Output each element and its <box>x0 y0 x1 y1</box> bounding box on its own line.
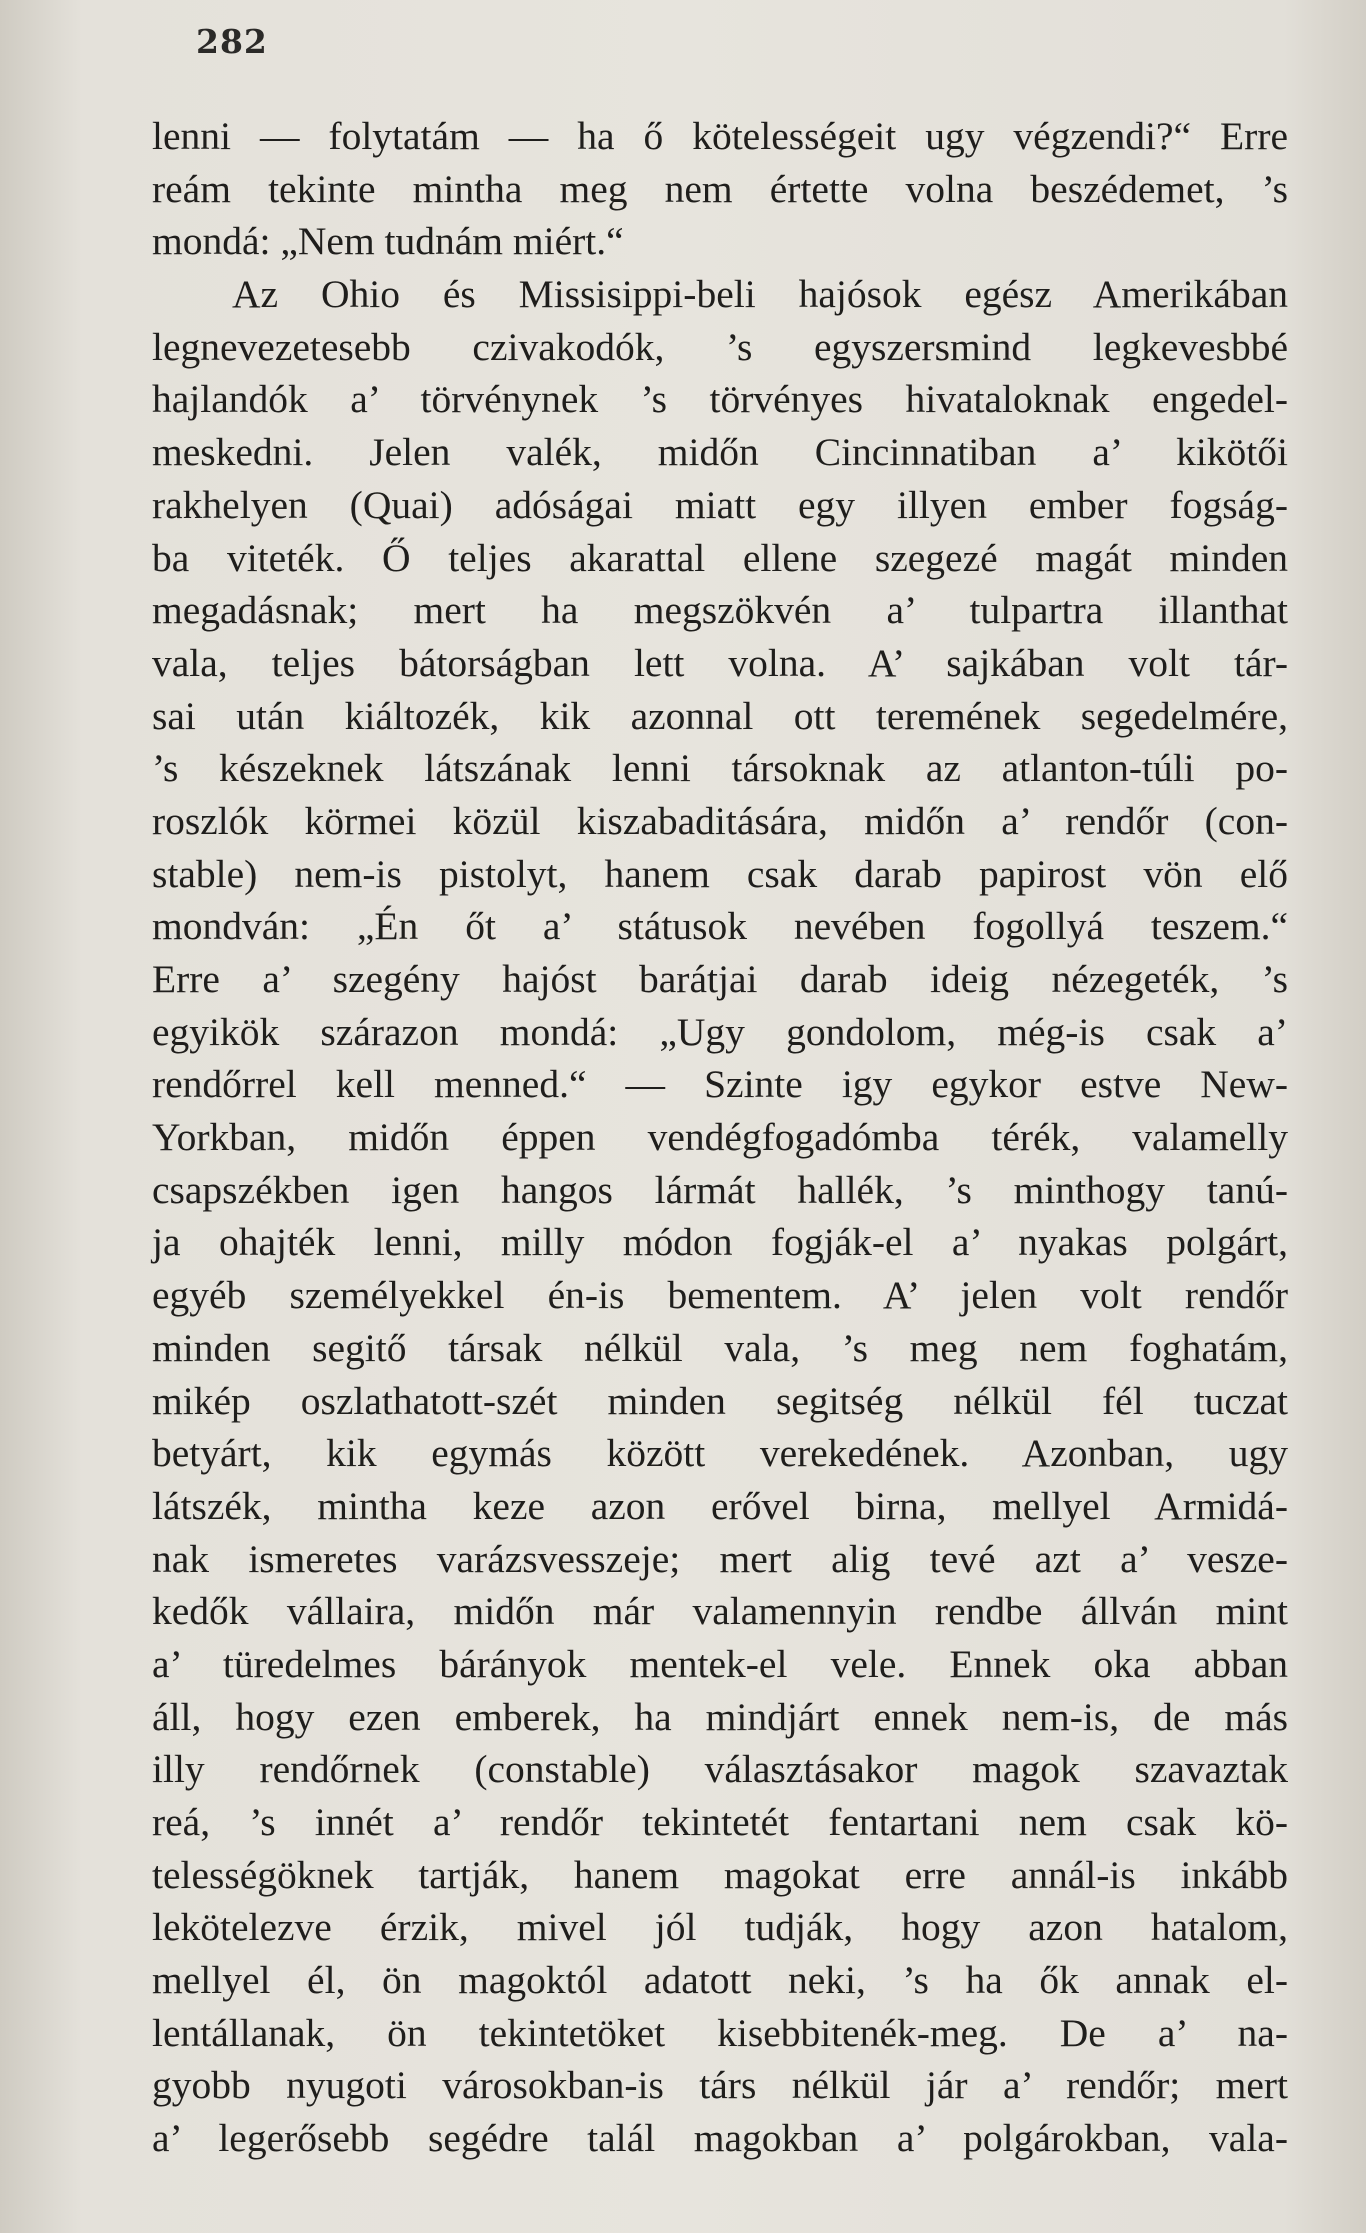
text-line: rakhelyen (Quai) adóságai miatt egy illyen ember fogság- <box>152 482 1288 527</box>
text-line: vala, teljes bátorságban lett volna. A’ sajkában volt tár- <box>152 640 1288 685</box>
body-text <box>152 110 1288 2165</box>
text-line: hajlandók a’ törvénynek ’s törvényes hivataloknak engedel- <box>152 377 1288 422</box>
text-line: roszlók körmei közül kiszabaditására, midőn a’ rendőr (con- <box>152 798 1288 843</box>
text-line: telességöknek tartják, hanem magokat erre annál-is inkább <box>152 1852 1288 1897</box>
text-line: látszék, mintha keze azon erővel birna, mellyel Armidá- <box>152 1483 1288 1528</box>
text-line: minden segitő társak nélkül vala, ’s meg nem foghatám, <box>152 1325 1288 1370</box>
text-line: stable) nem-is pistolyt, hanem csak darab papirost vön elő <box>152 851 1288 896</box>
text-line: illy rendőrnek (constable) választásakor magok szavaztak <box>152 1747 1288 1792</box>
text-line: kedők vállaira, midőn már valamennyin rendbe állván mint <box>152 1589 1288 1634</box>
text-line: lenni — folytatám — ha ő kötelességeit ugy végzendi?“ Erre <box>152 114 1288 158</box>
text-line: egyikök szárazon mondá: „Ugy gondolom, még-is csak a’ <box>152 1009 1288 1054</box>
text-line: reá, ’s innét a’ rendőr tekintetét fentartani nem csak kö- <box>152 1800 1288 1844</box>
text-line: csapszékben igen hangos lármát hallék, ’s minthogy tanú- <box>152 1167 1288 1212</box>
text-line: mellyel él, ön magoktól adatott neki, ’s ha ők annak el- <box>152 1958 1288 2003</box>
text-line: rendőrrel kell menned.“ — Szinte igy egykor estve New- <box>152 1062 1288 1107</box>
text-line: Erre a’ szegény hajóst barátjai darab ideig nézegeték, ’s <box>152 957 1288 1001</box>
text-line: lentállanak, ön tekintetöket kisebbitenék-meg. De a’ na- <box>152 2010 1288 2055</box>
text-line: Az Ohio és Missisippi-beli hajósok egész Amerikában <box>232 272 1288 317</box>
text-line: ba viteték. Ő teljes akarattal ellene szegezé magát minden <box>152 535 1288 580</box>
text-line: mondván: „Én őt a’ státusok nevében fogollyá teszem.“ <box>152 904 1288 949</box>
text-line: ja ohajték lenni, milly módon fogják-el a’ nyakas polgárt, <box>152 1220 1288 1265</box>
text-line: sai után kiáltozék, kik azonnal ott teremének segedelmére, <box>152 693 1288 738</box>
text-line: betyárt, kik egymás között verekedének. Azonban, ugy <box>152 1431 1288 1476</box>
text-line: meskedni. Jelen valék, midőn Cincinnatiban a’ kikötői <box>152 430 1288 475</box>
text-line: mikép oszlathatott-szét minden segitség nélkül fél tuczat <box>152 1378 1288 1423</box>
text-line: a’ legerősebb segédre talál magokban a’ polgárokban, vala- <box>152 2116 1288 2161</box>
text-line: gyobb nyugoti városokban-is társ nélkül jár a’ rendőr; mert <box>152 2063 1288 2108</box>
text-line: reám tekinte mintha meg nem értette volna beszédemet, ’s <box>152 166 1288 211</box>
text-line: megadásnak; mert ha megszökvén a’ tulpartra illanthat <box>152 588 1288 633</box>
text-line: legnevezetesebb czivakodók, ’s egyszersmind legkevesbbé <box>152 324 1288 369</box>
text-line: mondá: „Nem tudnám miért.“ <box>152 219 624 264</box>
text-line: Yorkban, midőn éppen vendégfogadómba térék, valamelly <box>152 1115 1288 1160</box>
text-line: nak ismeretes varázsvesszeje; mert alig tevé azt a’ veszе- <box>152 1536 1288 1581</box>
text-line: ’s készeknek látszának lenni társoknak az atlanton-túli po- <box>152 746 1288 791</box>
text-line: a’ türedelmes bárányok mentek-el vele. Ennek oka abban <box>152 1641 1288 1686</box>
text-line: áll, hogy ezen emberek, ha mindjárt ennek nem-is, de más <box>152 1694 1288 1739</box>
page-number: 282 <box>196 22 268 61</box>
text-line: egyéb személyekkel én-is bementem. A’ jelen volt rendőr <box>152 1273 1288 1318</box>
text-line: lekötelezve érzik, mivel jól tudják, hogy azon hatalom, <box>152 1905 1288 1950</box>
